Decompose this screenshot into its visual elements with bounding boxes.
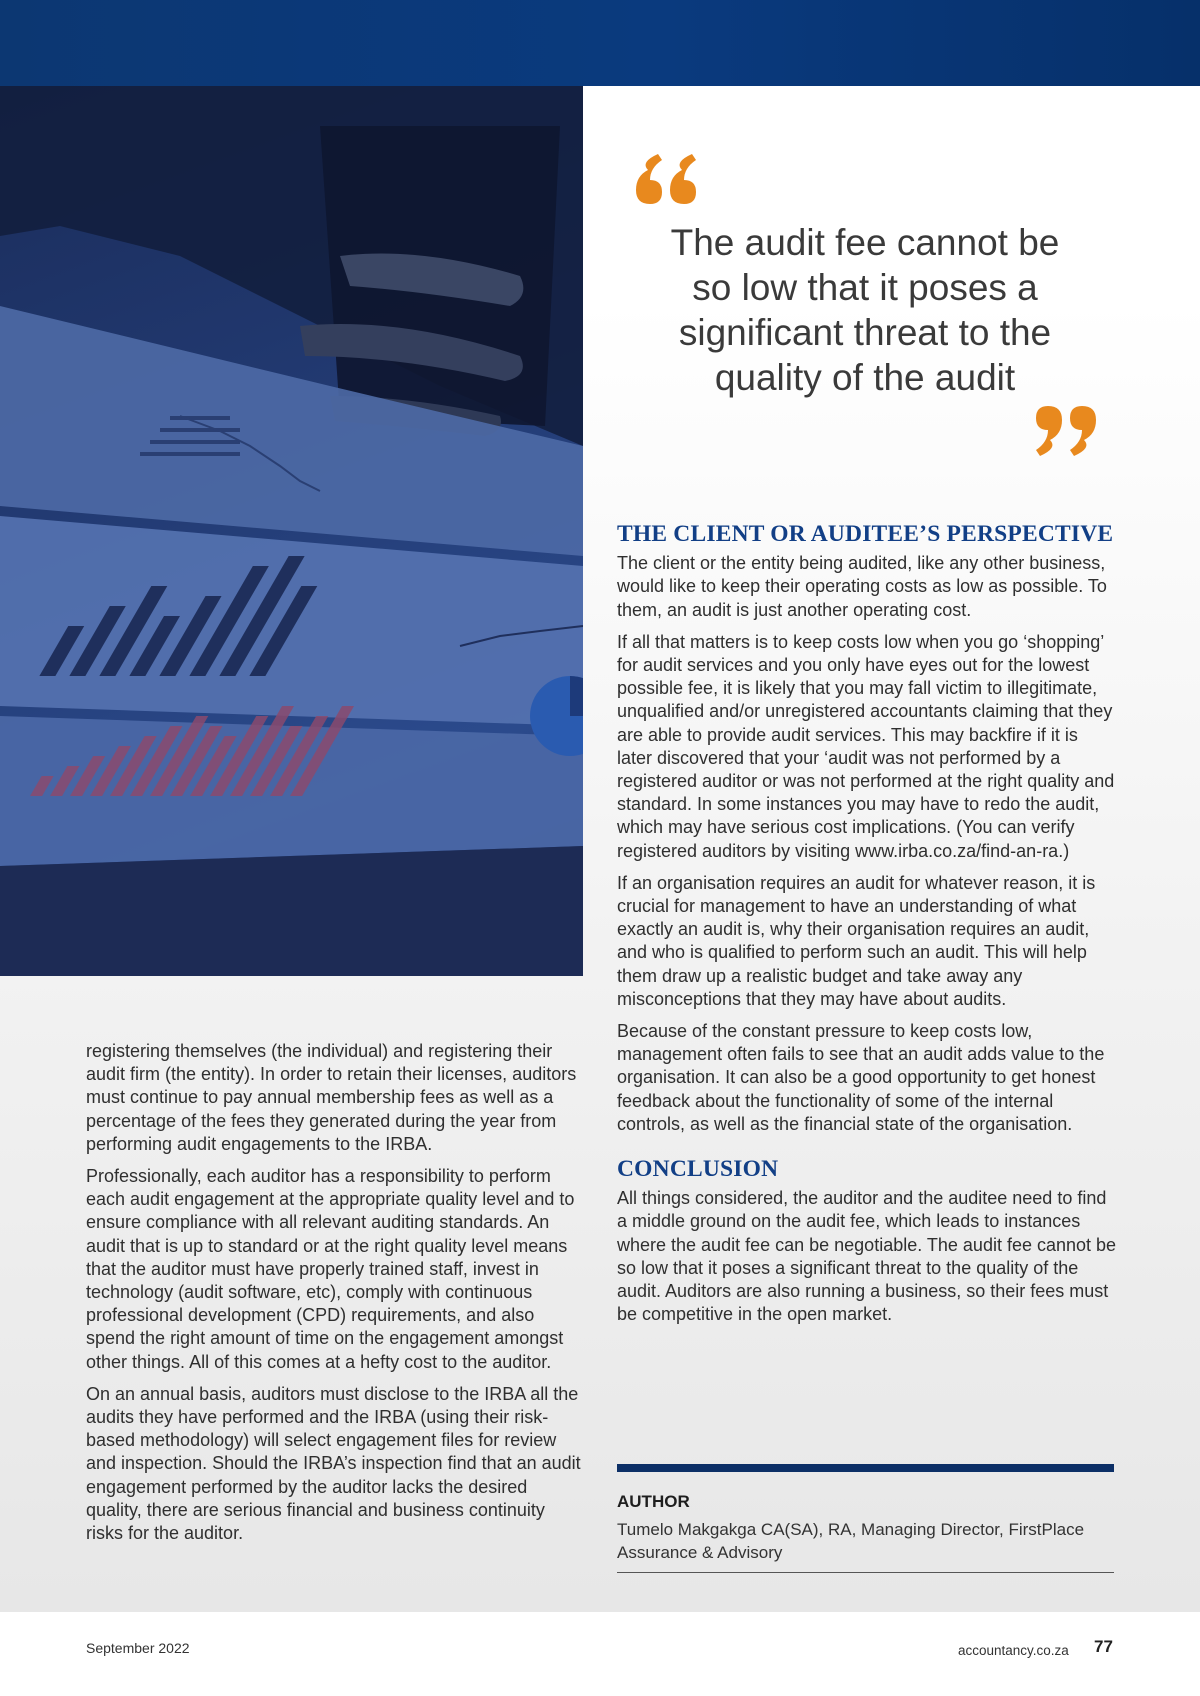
issue-date: September 2022 (86, 1640, 190, 1656)
section-heading-conclusion: CONCLUSION (617, 1156, 779, 1183)
website-link[interactable]: accountancy.co.za (958, 1643, 1069, 1658)
author-bio: Tumelo Makgakga CA(SA), RA, Managing Director, FirstPlace Assurance & Advisory (617, 1520, 1085, 1562)
body-paragraph: If all that matters is to keep costs low when you go ‘shopping’ for audit services and you only have eyes out for the lowest possible fee, it is likely that you may fall victim to illegitimate, unqualified and/or unregistered accountants claiming that they are able to provide audit services. This may backfire if it is later discovered that your ‘audit was not performed by a registered auditor or was not performed at the right quality and standard. In some instances you may have to redo the audit, which may have serious cost implications. (You can verify registered auditors by visiting www.irba.co.za/find-an-ra.) (617, 631, 1115, 861)
body-paragraph: On an annual basis, auditors must disclose to the IRBA all the audits they have performed and the IRBA (using their risk-based methodology) will select engagement files for review and inspection. Should the IRBA’s inspection find that an audit engagement performed by the auditor lacks the desired quality, there are serious financial and business continuity risks for the auditor. (86, 1383, 581, 1544)
top-color-band (0, 0, 1200, 86)
left-column (86, 1040, 586, 1554)
pull-quote (630, 150, 1100, 470)
pull-quote-text: The audit fee cannot be so low that it poses a significant threat to the quality of the audit (670, 222, 1060, 398)
page-footer (0, 1612, 1200, 1696)
author-label: AUTHOR (617, 1492, 690, 1511)
right-column (617, 523, 1117, 1336)
body-paragraph: Professionally, each auditor has a responsibility to perform each audit engagement at the appropriate quality level and to ensure compliance with all relevant auditing standards. An audit that is up to standard or at the right quality level means that the auditor must have properly trained staff, invest in technology (audit software, etc), comply with continuous professional development (CPD) requirements, and also spend the right amount of time on the engagement amongst other things. All of this comes at a hefty cost to the auditor. (86, 1166, 575, 1372)
body-paragraph: The client or the entity being audited, like any other business, would like to keep their operating costs as low as possible. To them, an audit is just another operating cost. (617, 553, 1107, 620)
hero-photo (0, 86, 583, 976)
section-heading-client-perspective: THE CLIENT OR AUDITEE’S PERSPECTIVE (617, 521, 1114, 547)
body-paragraph: registering themselves (the individual) and registering their audit firm (the entity). In order to retain their licenses, auditors must continue to pay annual membership fees as well as a percentage of the fees they generated during the year from performing audit engagements to the IRBA. (86, 1041, 577, 1154)
page-number: 77 (1094, 1637, 1113, 1656)
body-paragraph: Because of the constant pressure to keep costs low, management often fails to see that an audit adds value to the organisation. It can also be a good opportunity to get honest feedback about the functionality of some of the internal controls, as well as the financial state of the organisation. (617, 1021, 1105, 1134)
body-paragraph: If an organisation requires an audit for whatever reason, it is crucial for management to have an understanding of what exactly an audit is, why their organisation requires an audit, and who is qualified to perform such an audit. This will help them draw up a realistic budget and take away any misconceptions that they may have about audits. (617, 872, 1096, 1009)
author-divider-top (617, 1464, 1114, 1472)
hands-with-charts-photo-icon (0, 86, 583, 976)
author-divider-bottom (617, 1572, 1114, 1573)
close-quote-icon (1030, 400, 1102, 460)
body-paragraph: All things considered, the auditor and the auditee need to find a middle ground on the audit fee, which leads to instances where the audit fee can be negotiable. The audit fee cannot be so low that it poses a significant threat to the quality of the audit. Auditors are also running a business, so their fees must be competitive in the open market. (617, 1188, 1117, 1325)
open-quote-icon (630, 150, 702, 210)
